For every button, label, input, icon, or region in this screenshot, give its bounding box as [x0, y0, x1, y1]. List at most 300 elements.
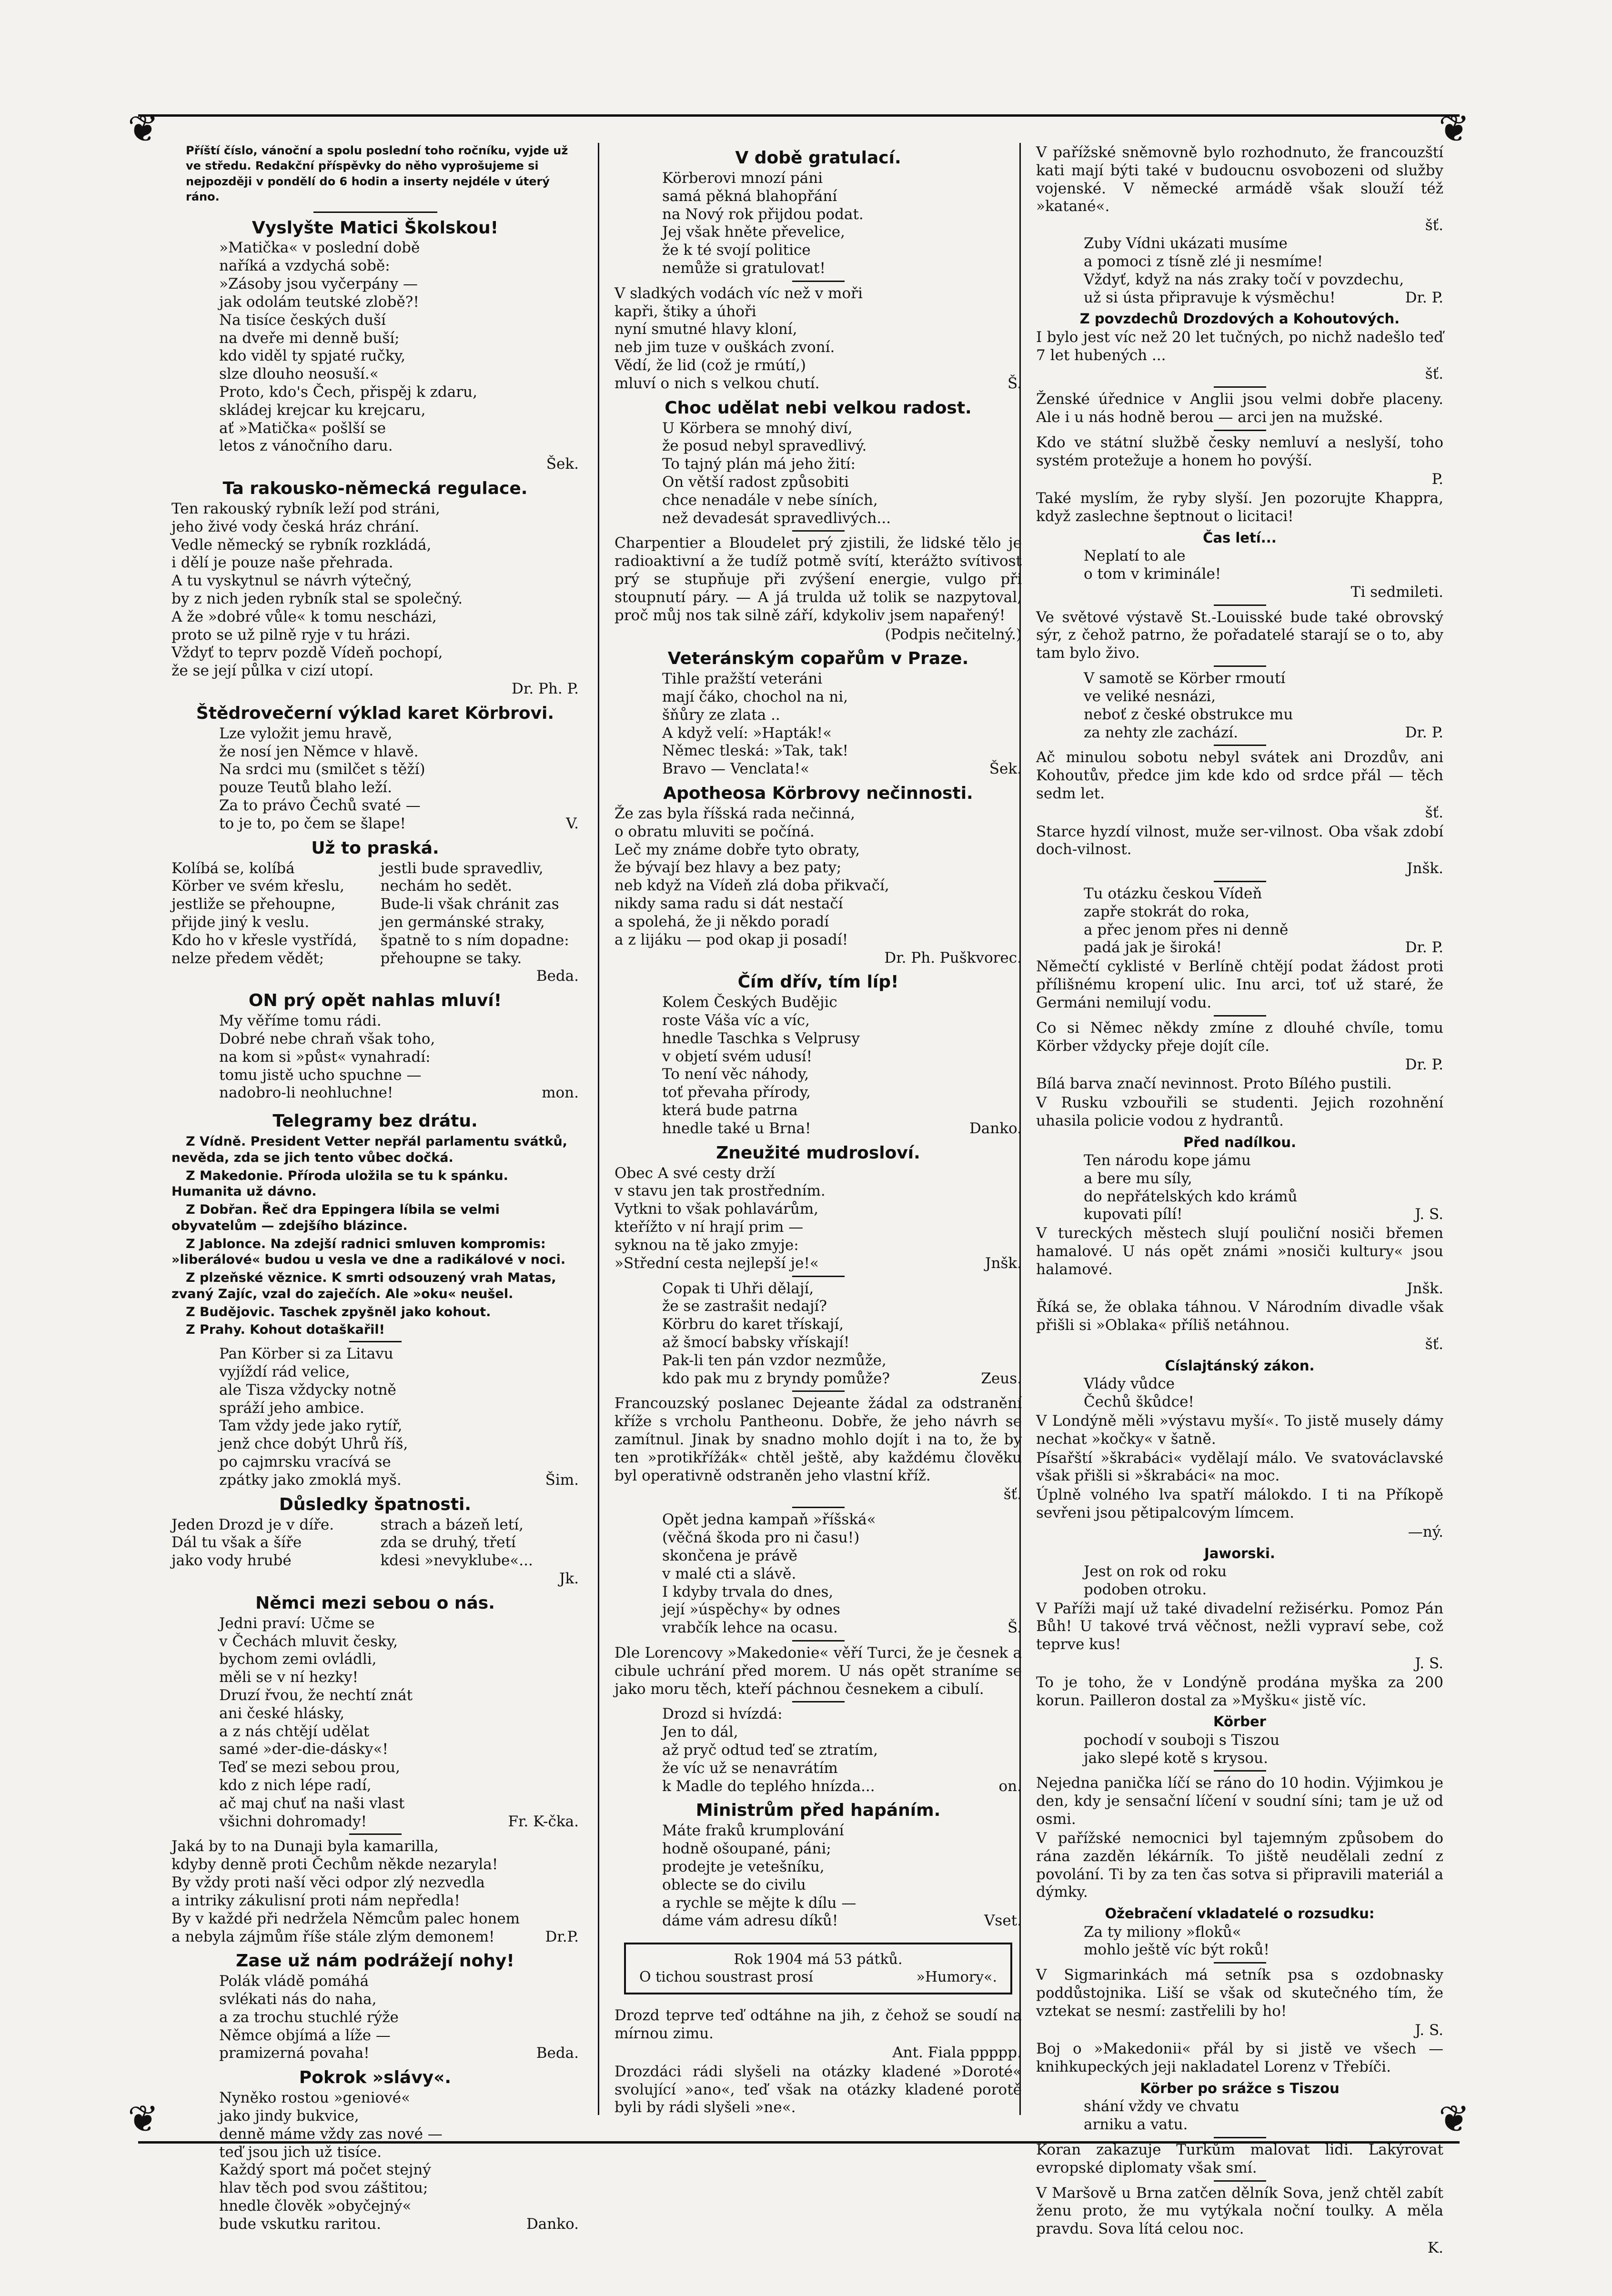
verse-line: a za trochu stuchlé rýže	[219, 2008, 399, 2026]
verse-line: denně máme vždy zas nové —	[219, 2125, 443, 2143]
paragraph-koran: Koran zakazuje Turkům malovat lidi. Lakýrovat evropské diplomaty však smí.	[1036, 2141, 1443, 2176]
paragraph-sigmarinky: V Sigmarinkách má setník psa s ozdobnasky poddůstojnika. Liší se však od skutečného tím, že vztekat se nesmí: zastřelili by ho!	[1036, 1966, 1443, 2020]
poem-vody	[615, 285, 1022, 375]
verse-line: o obratu mluviti se počíná.	[615, 823, 815, 840]
paragraph-drozd-zima: Drozd teprve teď odtáhne na jih, z čehož se soudí na mírnou zimu.	[615, 2007, 1022, 2043]
paragraph-oblaka: Říká se, že oblaka táhnou. V Národním divadle však přišli si »Oblaka« příliš netáhnou.	[1036, 1299, 1443, 1334]
paragraph-lvi: Úplně volného lva spatří málokdo. I ti na Příkopě sevřeni jsou pětipalcovým límcem.	[1036, 1486, 1443, 1521]
separator	[792, 1276, 845, 1277]
verse-line: skončena je právě	[662, 1547, 798, 1564]
poem-jaworski	[1036, 1563, 1443, 1599]
poem-last-line: už si ústa připravuje k výsměchu!	[1084, 289, 1336, 306]
paragraph-skrabaci: Písařští »škrabáci« vydělají málo. Ve svatováclavské však přišli si »škrabáci« na moc.	[1036, 1449, 1443, 1485]
verse-line: po cajmrsku vracívá se	[219, 1453, 391, 1470]
poem-zuby	[1036, 235, 1443, 289]
poem-last-line: všichni dohromady!	[219, 1813, 367, 1830]
signature: Vset.	[984, 1912, 1022, 1930]
verse-line: Vědí, že lid (což je rmútí,)	[615, 357, 806, 374]
verse-line: bychom zemi ovládli,	[219, 1651, 377, 1668]
poem-last-line: za nehty zle zachází.	[1084, 724, 1238, 741]
poem-korber	[171, 1345, 579, 1471]
verse-line: špatně to s ním dopadne:	[380, 931, 569, 949]
verse-line: Körber ve svém křeslu,	[171, 877, 344, 895]
verse-line: ani české hlásky,	[219, 1704, 345, 1722]
verse-line: Drozd si hvízdá:	[662, 1705, 783, 1723]
verse-line: a pomoci z tísně zlé ji nesmíme!	[1084, 252, 1323, 270]
paragraph-drozdaci: Drozdáci rádi slyšeli na otázky kladené »Doroté« svolující »ano«, teď však na otázky kladené porotě byli by rádi slyšeli »ne«.	[615, 2063, 1022, 2116]
poem-veterani	[615, 670, 1022, 760]
verse-line: Na tisíce českých duší	[219, 311, 386, 329]
verse-line: Körbru do karet třískají,	[662, 1316, 844, 1333]
verse-line: slze dlouho neosuší.«	[219, 365, 379, 383]
paragraph-dejeante: Francouzský poslanec Dejeante žádal za odstranění kříže s vrcholu Pantheonu. Dobře, že jeho návrh se zamítnul. Jinak by snadno mohlo dojít i na to, že by ten »protikřížák« chtěl ještě, aby každému člověku byl operativně odstraněn jeho vlastní kříž.	[615, 1395, 1022, 1484]
heading-on: ON prý opět nahlas mluví!	[248, 991, 502, 1011]
verse-line: samé »der-die-dásky«!	[219, 1741, 388, 1758]
poem-last-line: »Střední cesta nejlepší je!«	[615, 1254, 819, 1272]
verse-line: I kdyby trvala do dnes,	[662, 1583, 834, 1601]
verse-line: v Čechách mluvit česky,	[219, 1632, 398, 1650]
verse-line: jeho živé vody česká hráz chrání.	[171, 518, 420, 535]
heading-nemci: Němci mezi sebou o nás.	[255, 1593, 495, 1613]
signature: Danko.	[969, 1119, 1022, 1137]
poem-last-line: k Madle do teplého hnízda...	[662, 1777, 875, 1795]
verse-line: že posud nebyl spravedlivý.	[662, 437, 867, 455]
paragraph-sluzba: Kdo ve státní službě česky nemluví a neslyší, toho systém protežuje a honem ho povýší.	[1036, 433, 1443, 469]
heading-gratulaci: V době gratulací.	[735, 148, 901, 168]
verse-line: nelze předem vědět;	[171, 949, 324, 967]
poem-last-line: bude vskutku raritou.	[219, 2215, 382, 2233]
verse-line: A tu vyskytnul se návrh výtečný,	[171, 572, 413, 590]
separator	[1214, 604, 1266, 606]
verse-line: kdo z nich lépe radí,	[219, 1777, 372, 1794]
verse-line: Dál tu však a šíře	[171, 1534, 302, 1551]
verse-line: v stavu jen tak prostředním.	[615, 1182, 826, 1200]
verse-line: »Zásoby jsou vyčerpány —	[219, 275, 418, 293]
verse-line: By vždy proti naší věci odpor zlý nezvedla	[171, 1874, 485, 1892]
signature: Jnšk.	[1407, 1279, 1443, 1297]
verse-line: a spolehá, že ji někdo poradí	[615, 913, 829, 930]
poem-ministrum	[615, 1822, 1022, 1912]
poem-kamarilla	[171, 1838, 579, 1928]
verse-line: jestli bude spravedliv,	[380, 859, 544, 877]
verse-line: Pak-li ten pán vzdor nezmůže,	[662, 1351, 887, 1369]
verse-line: toť převaha přírody,	[662, 1084, 811, 1101]
verse-line: Každý sport má počet stejný	[219, 2161, 431, 2179]
paragraph-sobota: Ač minulou sobotu nebyl svátek ani Drozdův, ani Kohoutův, předce jim kde kdo od srdce přál — těch sedm let.	[1036, 749, 1443, 802]
verse-line: jako jindy bukvice,	[219, 2107, 359, 2125]
separator	[792, 281, 845, 282]
verse-line: Bude-li však chránit zas	[380, 896, 559, 913]
paragraph-ryby: Také myslím, že ryby slyší. Jen pozorujte Khappra, když zaslechne šeptnout o licitaci!	[1036, 490, 1443, 525]
poem-karet	[171, 725, 579, 815]
verse-line: Copak ti Uhři dělají,	[662, 1279, 814, 1297]
verse-line: že k té svojí politice	[662, 242, 811, 259]
verse-line: Že zas byla říšská rada nečinná,	[615, 805, 855, 822]
verse-line: jako vody hrubé	[171, 1552, 292, 1570]
notice-box	[624, 1943, 1012, 1994]
signature: Š.	[1008, 1619, 1022, 1637]
verse-line: ač maj chuť na naši vlast	[219, 1794, 405, 1812]
signature: J. S.	[1415, 1206, 1443, 1223]
verse-line: Máte fraků krumplování	[662, 1822, 844, 1840]
signature: Ti sedmileti.	[1350, 583, 1443, 601]
poem-otazka	[1036, 885, 1443, 939]
verse-line: tomu jistě ucho spuchne —	[219, 1066, 422, 1084]
verse-line: Jej však hněte převelice,	[662, 223, 845, 241]
ornament-top-right-icon: ❦	[1439, 108, 1470, 151]
verse-line: měli se v ní hezky!	[219, 1669, 359, 1686]
heading-mudroslovi: Zneužité mudrosloví.	[716, 1143, 920, 1163]
verse-line: svlékati nás do naha,	[219, 1991, 377, 2008]
poem-vkladatele	[1036, 1923, 1443, 1960]
verse-line: v malé cti a slávě.	[662, 1565, 796, 1582]
signature: Jk.	[559, 1570, 579, 1587]
poem-last-line: to je to, po čem se šlape!	[219, 815, 406, 832]
paragraph-myska: To je toho, že v Londýně prodána myška za 200 korun. Pailleron dostal za »Myšku« jistě víc.	[1036, 1673, 1443, 1709]
verse-line: a z nás chtějí udělat	[219, 1722, 370, 1740]
heading-veterani: Veteránským copařům v Praze.	[667, 649, 969, 669]
signature: Beda.	[536, 967, 579, 985]
verse-line: V sladkých vodách víc než v moři	[615, 284, 863, 302]
heading-povzdechu: Z povzdechů Drozdových a Kohoutových.	[1079, 311, 1400, 327]
poem-last-line: a nebyla zájmům říše stále zlým demonem!	[171, 1928, 495, 1945]
verse-line: že se její půlka v cizí utopí.	[171, 662, 374, 680]
verse-line: Körberovi mnozí páni	[662, 169, 823, 187]
verse-line: jak odolám teutské zlobě?!	[219, 293, 419, 311]
verse-line: Tu otázku českou Vídeň	[1084, 885, 1262, 902]
poem-dusledky-left	[171, 1516, 370, 1570]
heading-karet: Štědrovečerní výklad karet Körbrovi.	[196, 703, 554, 723]
poem-zase	[171, 1973, 579, 2044]
poem-dusledky-right	[381, 1516, 579, 1570]
separator	[1214, 1015, 1266, 1017]
verse-line: Pan Körber si za Litavu	[219, 1345, 393, 1363]
signature: šť.	[1425, 1336, 1443, 1353]
heading-vkladatele: Ožebračení vkladatelé o rozsudku:	[1105, 1905, 1375, 1922]
verse-line: Nyněko rostou »geniové«	[219, 2089, 411, 2107]
paragraph-sova: V Maršově u Brna zatčen dělník Sova, jenž chtěl zabít ženu proto, že mu vytýkala noční toulky. A měla pravdu. Sova lítá celou noc.	[1036, 2184, 1443, 2238]
separator	[1214, 1770, 1266, 1772]
paragraph-vystava-mysi: V Londýně měli »výstavu myší«. To jistě musely dámy nechat »kočky« v šatně.	[1036, 1412, 1443, 1448]
verse-line: U Körbera se mnohý diví,	[662, 419, 853, 437]
verse-line: letos z vánočního daru.	[219, 437, 393, 455]
verse-line: prodejte je vetešníku,	[662, 1858, 825, 1875]
verse-line: nemůže si gratulovat!	[662, 259, 826, 277]
poem-uhri	[615, 1280, 1022, 1370]
verse-line: proto se už pilně ryje v tu hrázi.	[171, 626, 411, 644]
verse-line: nechám ho sedět.	[380, 877, 513, 895]
paragraph-vilnost: Starce hyzdí vilnost, muže ser-vilnost. Oba však zdobí doch-vilnost.	[1036, 823, 1443, 858]
verse-line: Za ty miliony »floků«	[1084, 1923, 1241, 1941]
heading-cas-leti: Čas letí...	[1203, 529, 1277, 546]
heading-dusledky: Důsledky špatnosti.	[279, 1494, 472, 1514]
verse-line: a z lijáku — pod okap ji posadí!	[615, 931, 848, 948]
heading-cim-driv: Čím dřív, tím líp!	[737, 972, 899, 992]
verse-line: Jedni praví: Učme se	[219, 1614, 375, 1632]
signature: K.	[1427, 2239, 1443, 2257]
verse-line: Jeden Drozd je v díře.	[171, 1516, 334, 1533]
ornament-top-left-icon: ❦	[128, 108, 159, 151]
heading-regulace: Ta rakousko-německá regulace.	[222, 479, 528, 499]
verse-line: Vytkni to však pohlavárům,	[615, 1200, 819, 1218]
poem-praska-left	[171, 860, 370, 968]
verse-line: Zuby Vídni ukázati musíme	[1084, 235, 1288, 252]
poem-cim-driv	[615, 994, 1022, 1120]
poem-pokrok	[171, 2089, 579, 2215]
verse-line: Kdo ho v křesle vystřídá,	[171, 931, 357, 949]
heading-zase: Zase už nám podrážejí nohy!	[236, 1951, 514, 1971]
separator	[349, 1833, 402, 1835]
verse-line: o tom v kriminále!	[1084, 565, 1221, 583]
verse-line: Kolem Českých Budějic	[662, 994, 837, 1011]
verse-line: chce nenadále v nebe síních,	[662, 491, 878, 509]
verse-line: hodně ošoupané, páni;	[662, 1840, 831, 1858]
box-line: O tichou soustrast prosí	[639, 1968, 813, 1985]
verse-line: skládej krejcar ku krejcaru,	[219, 401, 426, 419]
verse-line: šňůry ze zlata ..	[662, 706, 780, 724]
poem-srazka	[1036, 2098, 1443, 2134]
verse-line: V samotě se Körber rmoutí	[1084, 670, 1286, 687]
verse-line: arniku a vatu.	[1084, 2116, 1188, 2134]
verse-line: neb když na Vídeň zlá doba přikvačí,	[615, 877, 889, 895]
verse-line: že bývají bez hlavy a bez paty;	[615, 859, 842, 876]
verse-line: Polák vládě pomáhá	[219, 1973, 369, 1990]
verse-line: ale Tisza vždycky notně	[219, 1381, 396, 1399]
verse-line: Kolíbá se, kolíbá	[171, 859, 295, 877]
verse-line: hnedle Taschka s Velprusy	[662, 1029, 860, 1047]
verse-line: že víc už se nenavrátím	[662, 1759, 838, 1777]
signature: Dr. P.	[1405, 724, 1443, 741]
verse-line: »Matička« v poslední době	[219, 239, 420, 257]
verse-line: že nosí jen Němce v hlavě.	[219, 743, 419, 760]
telegram-item: Z Makedonie. Příroda uložila se tu k spánku. Humanita už dávno.	[171, 1168, 508, 1199]
paragraph-nemocnice: V pařížské nemocnici byl tajemným způsobem do rána zazděn lékárník. To jiště neudělali zední z povolání. Ti by za ten čas sotva si připravili materiál a dýmky.	[1036, 1829, 1443, 1901]
ornament-bottom-right-icon: ❦	[1439, 2098, 1470, 2141]
verse-line: Na srdci mu (smilčet s těží)	[219, 761, 425, 778]
verse-line: až pryč odtud teď se ztratím,	[662, 1742, 878, 1759]
verse-line: naříká a vzdychá sobě:	[219, 257, 390, 275]
verse-line: Dobré nebe chraň však toho,	[219, 1030, 435, 1047]
verse-line: Neplatí to ale	[1084, 547, 1186, 565]
verse-line: Tihle pražští veteráni	[662, 670, 823, 688]
verse-line: by z nich jeden rybník stal se společný.	[171, 590, 463, 607]
verse-line: Jest on rok od roku	[1084, 1562, 1227, 1580]
verse-line: ve veliké nesnázi,	[1084, 687, 1216, 705]
verse-line: Teď se mezi sebou prou,	[219, 1759, 400, 1776]
signature: Šim.	[545, 1471, 579, 1489]
verse-line: A když velí: »Hapták!«	[662, 724, 832, 742]
verse-line: podoben otroku.	[1084, 1581, 1207, 1598]
signature: Jnšk.	[1407, 860, 1443, 877]
verse-line: mají čáko, chochol na ni,	[662, 688, 848, 706]
verse-line: jenž chce dobýt Uhrů říš,	[219, 1435, 408, 1453]
paragraph-hamalove: V tureckých městech slují pouliční nosiči břemen hamalové. U nás opět známi »nosiči kultury« jsou halamové.	[1036, 1225, 1443, 1278]
verse-line: a přec jenom přes ni denně	[1084, 921, 1289, 938]
verse-line: Druzí řvou, že nechtí znát	[219, 1686, 413, 1704]
paragraph-makedonie: Boj o »Makedonii« přál by si jistě ve všech — knihkupeckých jeji nakladatel Lorenz v Třebíči.	[1036, 2040, 1443, 2076]
verse-line: Opět jedna kampaň »říšská«	[662, 1511, 876, 1529]
verse-line: Němec tleská: »Tak, tak!	[662, 742, 849, 760]
verse-line: její »úspěchy« by odnes	[662, 1601, 840, 1619]
verse-line: strach a bázeň letí,	[380, 1516, 524, 1533]
verse-line: i dělí je pouze naše přehrada.	[171, 554, 393, 572]
heading-telegramy: Telegramy bez drátu.	[272, 1111, 478, 1131]
verse-line: Ten rakouský rybník leží pod stráni,	[171, 500, 440, 517]
poem-last-line: hnedle také u Brna!	[662, 1119, 811, 1137]
paragraph-nemec: Co si Němec někdy zmíne z dlouhé chvíle, tomu Körber vždycky přeje dojít cíle.	[1036, 1019, 1443, 1055]
signature: Š.	[1008, 374, 1022, 392]
telegram-item: Z plzeňské věznice. K smrti odsouzený vrah Matas, zvaný Zajíc, vzal do zaječích. Ale »oku« neušel.	[171, 1270, 556, 1301]
verse-line: neb jim tuze v ouškách zvoní.	[615, 339, 835, 356]
paragraph-cykliste: Němečtí cyklisté v Berlíně chtějí podat žádost proti přílišnému kropení ulic. Inu arci, toť už staré, že Germáni nemilují vodu.	[1036, 958, 1443, 1011]
verse-line: jen germánské straky,	[380, 914, 545, 931]
verse-line: oblecte se do civilu	[662, 1876, 806, 1893]
poem-last-line: nadobro-li neohluchne!	[219, 1084, 393, 1102]
signature: šť.	[1425, 804, 1443, 821]
verse-line: nikdy sama radu si dát nestačí	[615, 895, 843, 913]
paragraph-povzdechu: I bylo jest víc než 20 let tučných, po nichž nadešlo teď 7 let hubených ...	[1036, 328, 1443, 364]
separator	[1214, 2137, 1266, 2138]
signature: mon.	[542, 1084, 579, 1102]
heading-pokrok: Pokrok »slávy«.	[299, 2068, 452, 2088]
signature: Jnšk.	[985, 1254, 1022, 1272]
verse-line: přehoupne se taky.	[380, 949, 522, 967]
verse-line: do nepřátelských kdo krámů	[1084, 1188, 1298, 1205]
verse-line: Jaká by to na Dunaji byla kamarilla,	[171, 1838, 439, 1855]
box-line: Rok 1904 má 53 pátků.	[734, 1951, 903, 1968]
verse-line: Obec A své cesty drží	[615, 1164, 776, 1182]
verse-line: Lze vyložit jemu hravě,	[219, 725, 393, 742]
verse-line: Jen to dál,	[662, 1723, 738, 1741]
verse-line: Čechů škůdce!	[1084, 1393, 1194, 1411]
signature: —ný.	[1408, 1523, 1443, 1541]
verse-line: kdo viděl ty spjaté ručky,	[219, 347, 406, 365]
verse-line: pouze Teutů blaho leží.	[219, 779, 392, 796]
separator	[313, 211, 437, 213]
verse-line: v objetí svém udusí!	[662, 1047, 813, 1065]
telegram-item: Z Dobřan. Řeč dra Eppingera líbila se velmi obyvatelům — zdejšího blázince.	[171, 1202, 500, 1233]
verse-line: nyní smutné hlavy kloní,	[615, 321, 797, 338]
verse-line: A že »dobré vůle« k tomu nescházi,	[171, 608, 437, 625]
column-1	[171, 143, 579, 2234]
verse-line: jako slepé kotě s krysou.	[1084, 1749, 1268, 1767]
verse-line: na kom si »půst« vynahradí:	[219, 1048, 431, 1066]
paragraph-panicka: Nejedna panička líčí se ráno do 10 hodin. Výjimkou je den, kdy je sensační líčení v soudní síni; tam je už od osmi.	[1036, 1774, 1443, 1828]
paragraph-urednice: Ženské úřednice v Anglii jsou velmi dobře placeny. Ale i u nás hodně berou — arci jen na mužské.	[1036, 391, 1443, 426]
poem-last-line: padá jak je široká!	[1084, 939, 1222, 957]
signature: P.	[1431, 471, 1443, 488]
verse-line: syknou na tě jako zmyje:	[615, 1236, 799, 1254]
separator	[792, 1640, 845, 1641]
heading-radost: Choc udělat nebi velkou radost.	[665, 398, 972, 418]
paragraph-lorenc: Dle Lorencovy »Makedonie« věří Turci, že je česnek a cibule uchrání před morem. U nás opět straníme se jako moru těch, kteří páchnou česnekem a cibulí.	[615, 1644, 1022, 1698]
verse-line: kteřížto v ní hrají prim —	[615, 1218, 804, 1236]
signature: Šek.	[546, 455, 579, 473]
poem-nemci	[171, 1615, 579, 1813]
poem-apotheosa	[615, 805, 1022, 949]
signature: Dr. Ph. Puškvorec.	[884, 949, 1022, 967]
heading-korber: Körber	[1213, 1713, 1266, 1730]
paragraph-rusko: V Rusku vzbouřili se studenti. Jejich rozohnění uhasila policie vodou z hydrantů.	[1036, 1094, 1443, 1129]
separator	[1214, 745, 1266, 746]
poem-regulace	[171, 500, 579, 680]
separator	[1214, 2180, 1266, 2182]
separator	[1214, 430, 1266, 431]
verse-line: My věříme tomu rádi.	[219, 1012, 382, 1030]
signature: Dr. P.	[1405, 289, 1443, 306]
poem-radost	[615, 420, 1022, 528]
signature: V.	[566, 815, 579, 832]
signature: J. S.	[1415, 2021, 1443, 2039]
verse-line: Proto, kdo's Čech, přispěj k zdaru,	[219, 383, 477, 401]
verse-line: hlav těch pod svou záštitou;	[219, 2179, 428, 2197]
poem-last-line: kupovati pílí!	[1084, 1206, 1183, 1223]
verse-line: teď jsou jich už tisíce.	[219, 2143, 382, 2161]
signature: Fr. K-čka.	[508, 1813, 579, 1830]
poem-samota	[1036, 670, 1443, 724]
signature: (Podpis nečitelný.)	[885, 625, 1022, 643]
separator	[792, 530, 845, 532]
verse-line: (věčná škoda pro ni času!)	[662, 1529, 860, 1547]
paragraph-vystava: Ve světové výstavě St.-Louisské bude také obrovský sýr, z čehož patrno, že pořadatelé starají se o to, aby tam bylo živo.	[1036, 608, 1443, 662]
paragraph-kati: V pařížské sněmovně bylo rozhodnuto, že francouzští kati mají býti také v budoucnu osvobozeni od služby vojenské. V německé armádě však slouží též »katané«.	[1036, 144, 1443, 215]
paragraph-bila-barva: Bílá barva značí nevinnost. Proto Bílého pustili.	[1036, 1075, 1392, 1093]
heading-ministrum: Ministrům před hapáním.	[695, 1801, 941, 1821]
verse-line: jestliže se přehoupne,	[171, 896, 336, 913]
verse-line: To tajný plán má jeho žití:	[662, 455, 856, 473]
poem-last-line: kdo pak mu z bryndy pomůže?	[662, 1370, 890, 1387]
verse-line: která bude patrna	[662, 1102, 798, 1119]
signature: on.	[998, 1777, 1022, 1795]
poem-zakon	[1036, 1375, 1443, 1411]
verse-line: než devadesát spravedlivých...	[662, 509, 891, 527]
verse-line: až šmocí babsky vřískají!	[662, 1333, 850, 1351]
verse-line: vyjíždí rád velice,	[219, 1363, 350, 1380]
telegram-item: Z Vídně. President Vetter nepřál parlamentu svátků, nevěda, zda se jich tento vůbec dočká.	[171, 1134, 567, 1165]
poem-on	[171, 1012, 579, 1084]
poem-kampan	[615, 1511, 1022, 1619]
verse-line: na dveře mi denně buší;	[219, 329, 400, 347]
signature: Šek.	[989, 760, 1022, 778]
ornament-bottom-left-icon: ❦	[128, 2098, 159, 2141]
signature: Dr. P.	[1405, 1056, 1443, 1074]
paragraph-charpentier: Charpentier a Bloudelet prý zjistili, že lidské tělo je radioaktivní a že tudíž potmě svítí, kterážto svítivost prý se stupňuje při zvýšení energie, vulgo při stoupnutí páry. — A já trulda už tolik se nazpytoval, proč můj nos tak silně září, kdykoliv jsem napařený!	[615, 534, 1022, 624]
verse-line: Ten národu kope jámu	[1084, 1151, 1251, 1169]
verse-line: kdesi »nevyklube«...	[380, 1552, 533, 1570]
paragraph-reziserka: V Paříži mají už také divadelní režisérku. Pomoz Pán Bůh! U takové trvá věčnost, nežli vypraví sebe, což teprve kus!	[1036, 1600, 1443, 1653]
poem-nadilka	[1036, 1152, 1443, 1206]
poem-last-line: vrabčík lehce na ocasu.	[662, 1619, 838, 1637]
verse-line: neboť z české obstrukce mu	[1084, 705, 1293, 723]
telegram-item: Z Budějovic. Taschek zpyšněl jako kohout.	[186, 1304, 491, 1319]
signature: šť.	[1003, 1486, 1022, 1503]
separator	[792, 1390, 845, 1392]
verse-line: samá pěkná blahopřání	[662, 187, 837, 205]
heading-matice: Vyslyšte Matici Školskou!	[252, 218, 499, 238]
box-signature: »Humory«.	[916, 1968, 997, 1985]
verse-line: ať »Matička« pošlší se	[219, 419, 386, 437]
verse-line: a intriky zákulisní proti nám nepředla!	[171, 1892, 460, 1909]
signature: šť.	[1425, 365, 1443, 383]
heading-nadilka: Před nadílkou.	[1183, 1134, 1297, 1150]
poem-last-line: pramizerná povaha!	[219, 2044, 370, 2062]
verse-line: By v každé při nedržela Němcům palec honem	[171, 1910, 520, 1927]
poem-last-line: mluví o nich s velkou chutí.	[615, 374, 820, 392]
column-3	[1036, 143, 1443, 2257]
verse-line: pochodí v souboji s Tiszou	[1084, 1731, 1280, 1749]
signature: Zeus.	[981, 1370, 1022, 1387]
notice: Příští číslo, vánoční a spolu poslední toho ročníku, vyjde už ve středu. Redakční příspěvky do něho vyprošujeme si nejpozději v pondělí do 6 hodin a inserty nejdéle v úterý ráno.	[186, 144, 568, 204]
